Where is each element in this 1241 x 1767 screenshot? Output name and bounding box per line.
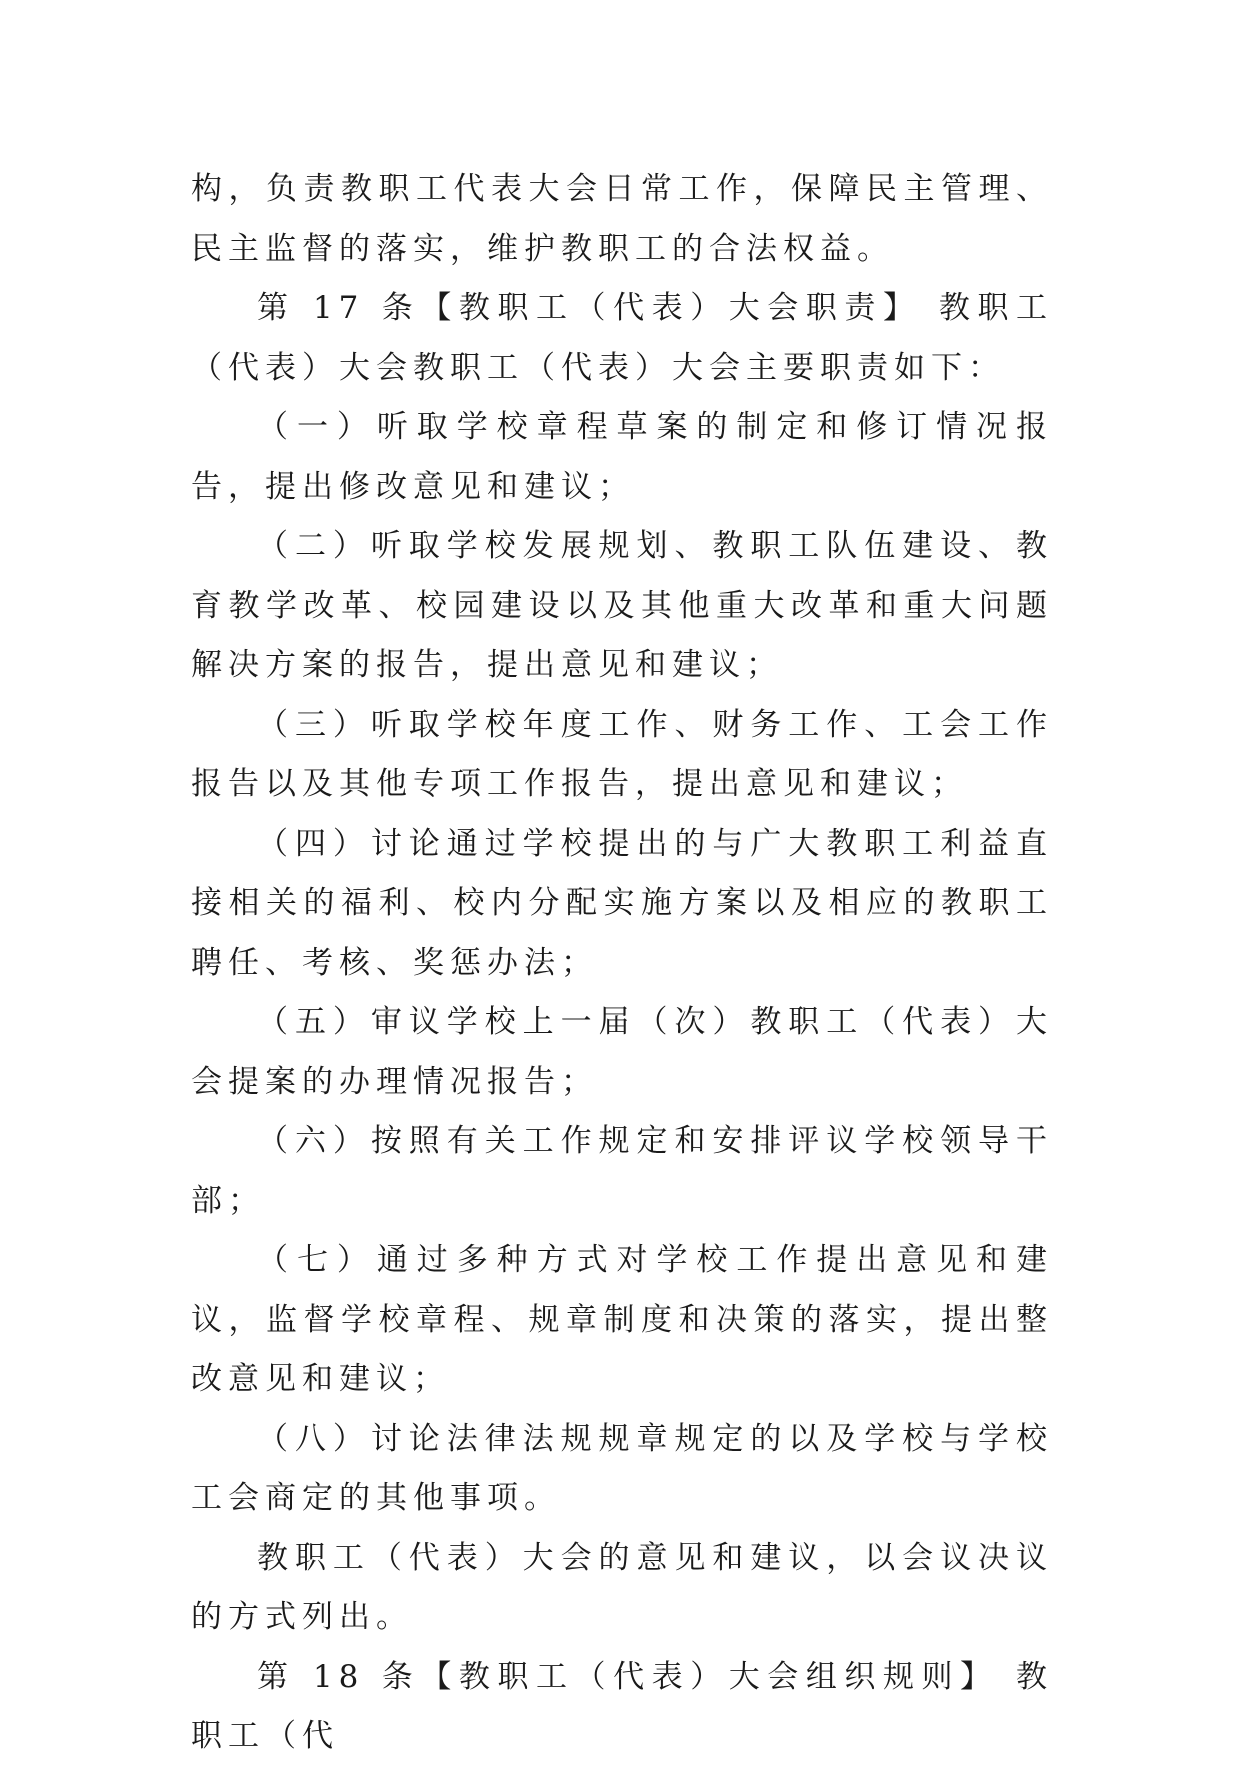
resolution-paragraph: 教职工（代表）大会的意见和建议，以会议决议的方式列出。 <box>191 1539 1053 1635</box>
duty-item-5: （五）审议学校上一届（次）教职工（代表）大会提案的办理情况报告； <box>191 1004 1053 1100</box>
duty-item-1: （一）听取学校章程草案的制定和修订情况报告，提出修改意见和建议； <box>191 409 1053 505</box>
duty-item-2: （二）听取学校发展规划、教职工队伍建设、教育教学改革、校园建设以及其他重大改革和重大问题解决方案的报告，提出意见和建议； <box>191 528 1053 683</box>
duty-item-8: （八）讨论法律法规规章规定的以及学校与学校工会商定的其他事项。 <box>191 1420 1053 1516</box>
duty-item-7: （七）通过多种方式对学校工作提出意见和建议，监督学校章程、规章制度和决策的落实，提出整改意见和建议； <box>191 1242 1053 1397</box>
duty-item-6: （六）按照有关工作规定和安排评议学校领导干部； <box>191 1123 1053 1219</box>
paragraph-continuation: 构，负责教职工代表大会日常工作，保障民主管理、民主监督的落实，维护教职工的合法权益。 <box>191 171 1053 267</box>
article-18-heading-paragraph: 第 18 条【教职工（代表）大会组织规则】 教职工（代 <box>191 1658 1053 1754</box>
duty-item-4: （四）讨论通过学校提出的与广大教职工利益直接相关的福利、校内分配实施方案以及相应的教职工聘任、考核、奖惩办法； <box>191 825 1053 981</box>
article-17-heading-paragraph: 第 17 条【教职工（代表）大会职责】 教职工（代表）大会教职工（代表）大会主要职责如下： <box>191 290 1053 386</box>
document-body <box>191 160 1053 1767</box>
duty-item-3: （三）听取学校年度工作、财务工作、工会工作报告以及其他专项工作报告，提出意见和建议； <box>191 706 1053 802</box>
